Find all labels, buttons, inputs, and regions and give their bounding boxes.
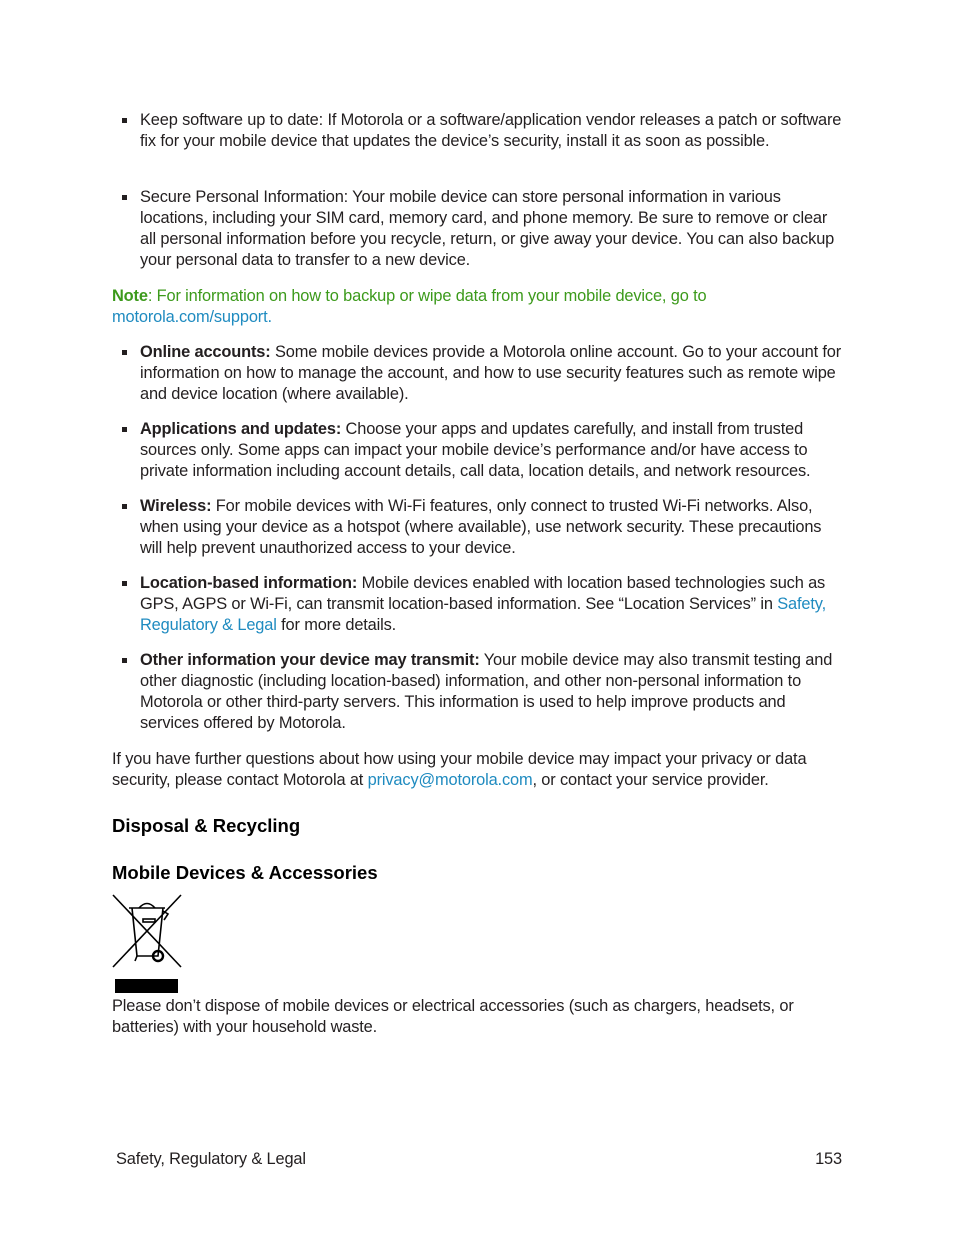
support-link[interactable]: motorola.com/support [112,308,268,326]
footer-section: Safety, Regulatory & Legal [116,1150,306,1168]
bullet-text: Mobile devices enabled with location based technologies such as GPS, AGPS or Wi-Fi, can transmit location-based information. See “Location Services” in [140,574,826,613]
weee-crossed-bin-icon [112,894,182,994]
bullet-text-end: for more details. [276,616,397,634]
bullet-title: Wireless: [140,497,212,515]
bullet-wireless [140,496,842,559]
bullet-title: Location-based information: [140,574,358,592]
note-label: Note [112,287,148,305]
note [112,286,752,328]
heading-disposal: Disposal & Recycling [112,815,301,836]
bullet-location [140,573,842,636]
privacy-email-link[interactable]: privacy@motorola.com [367,771,533,789]
bullet-personal-info [140,187,842,271]
bullet-text: Choose your apps and updates carefully, and install from trusted sources only. Some apps can impact your mobile device’s performance and/or have access to private information including account details, call data, location details, and network resources. [140,420,811,480]
bullet-other-info [140,650,842,734]
safety-legal-link[interactable]: Safety, Regulatory & Legal [140,595,826,634]
bullet-title: Other information your device may transmit: [140,651,480,669]
heading-mobile-devices: Mobile Devices & Accessories [112,862,378,883]
note-end: . [267,308,272,326]
privacy-paragraph [112,749,842,791]
bullet-icon [122,504,127,509]
bullet-title: Online accounts: [140,343,271,361]
privacy-end: , or contact your service provider. [532,771,769,789]
bullet-icon [122,195,127,200]
bullet-icon [122,658,127,663]
note-text: : For information on how to backup or wipe data from your mobile device, go to [147,287,707,305]
bullet-online-accounts [140,342,842,405]
bullet-icon [122,350,127,355]
page-number: 153 [815,1150,842,1168]
bullet-text: Your mobile device may also transmit testing and other diagnostic (including location-based) information, and other non-personal information to Motorola or other third-party servers. This information is used to help improve products and services offered by Motorola. [140,651,833,732]
bullet-icon [122,427,127,432]
disposal-paragraph: Please don’t dispose of mobile devices or electrical accessories (such as chargers, headsets, or batteries) with your household waste. [112,997,794,1036]
bullet-text: Some mobile devices provide a Motorola online account. Go to your account for information on how to manage the account, and how to use security features such as remote wipe and device location (where available). [140,343,842,403]
bullet-icon [122,118,127,123]
bullet-text: Keep software up to date: If Motorola or a software/application vendor releases a patch or software fix for your mobile device that updates the device’s security, install it as soon as possible. [140,111,842,150]
bullet-text: Secure Personal Information: Your mobile device can store personal information in various locations, including your SIM card, memory card, and phone memory. Be sure to remove or clear all personal information before you recycle, return, or give away your device. You can also backup your personal data to transfer to a new device. [140,188,835,269]
bullet-software-updates [140,110,842,152]
bullet-text: For mobile devices with Wi-Fi features, only connect to trusted Wi-Fi networks. Also, when using your device as a hotspot (where available), use network security. These precautions will help prevent unauthorized access to your device. [140,497,822,557]
bullet-title: Applications and updates: [140,420,342,438]
bullet-applications [140,419,842,482]
privacy-text: If you have further questions about how using your mobile device may impact your privacy or data security, please contact Motorola at [112,750,807,789]
bullet-icon [122,581,127,586]
